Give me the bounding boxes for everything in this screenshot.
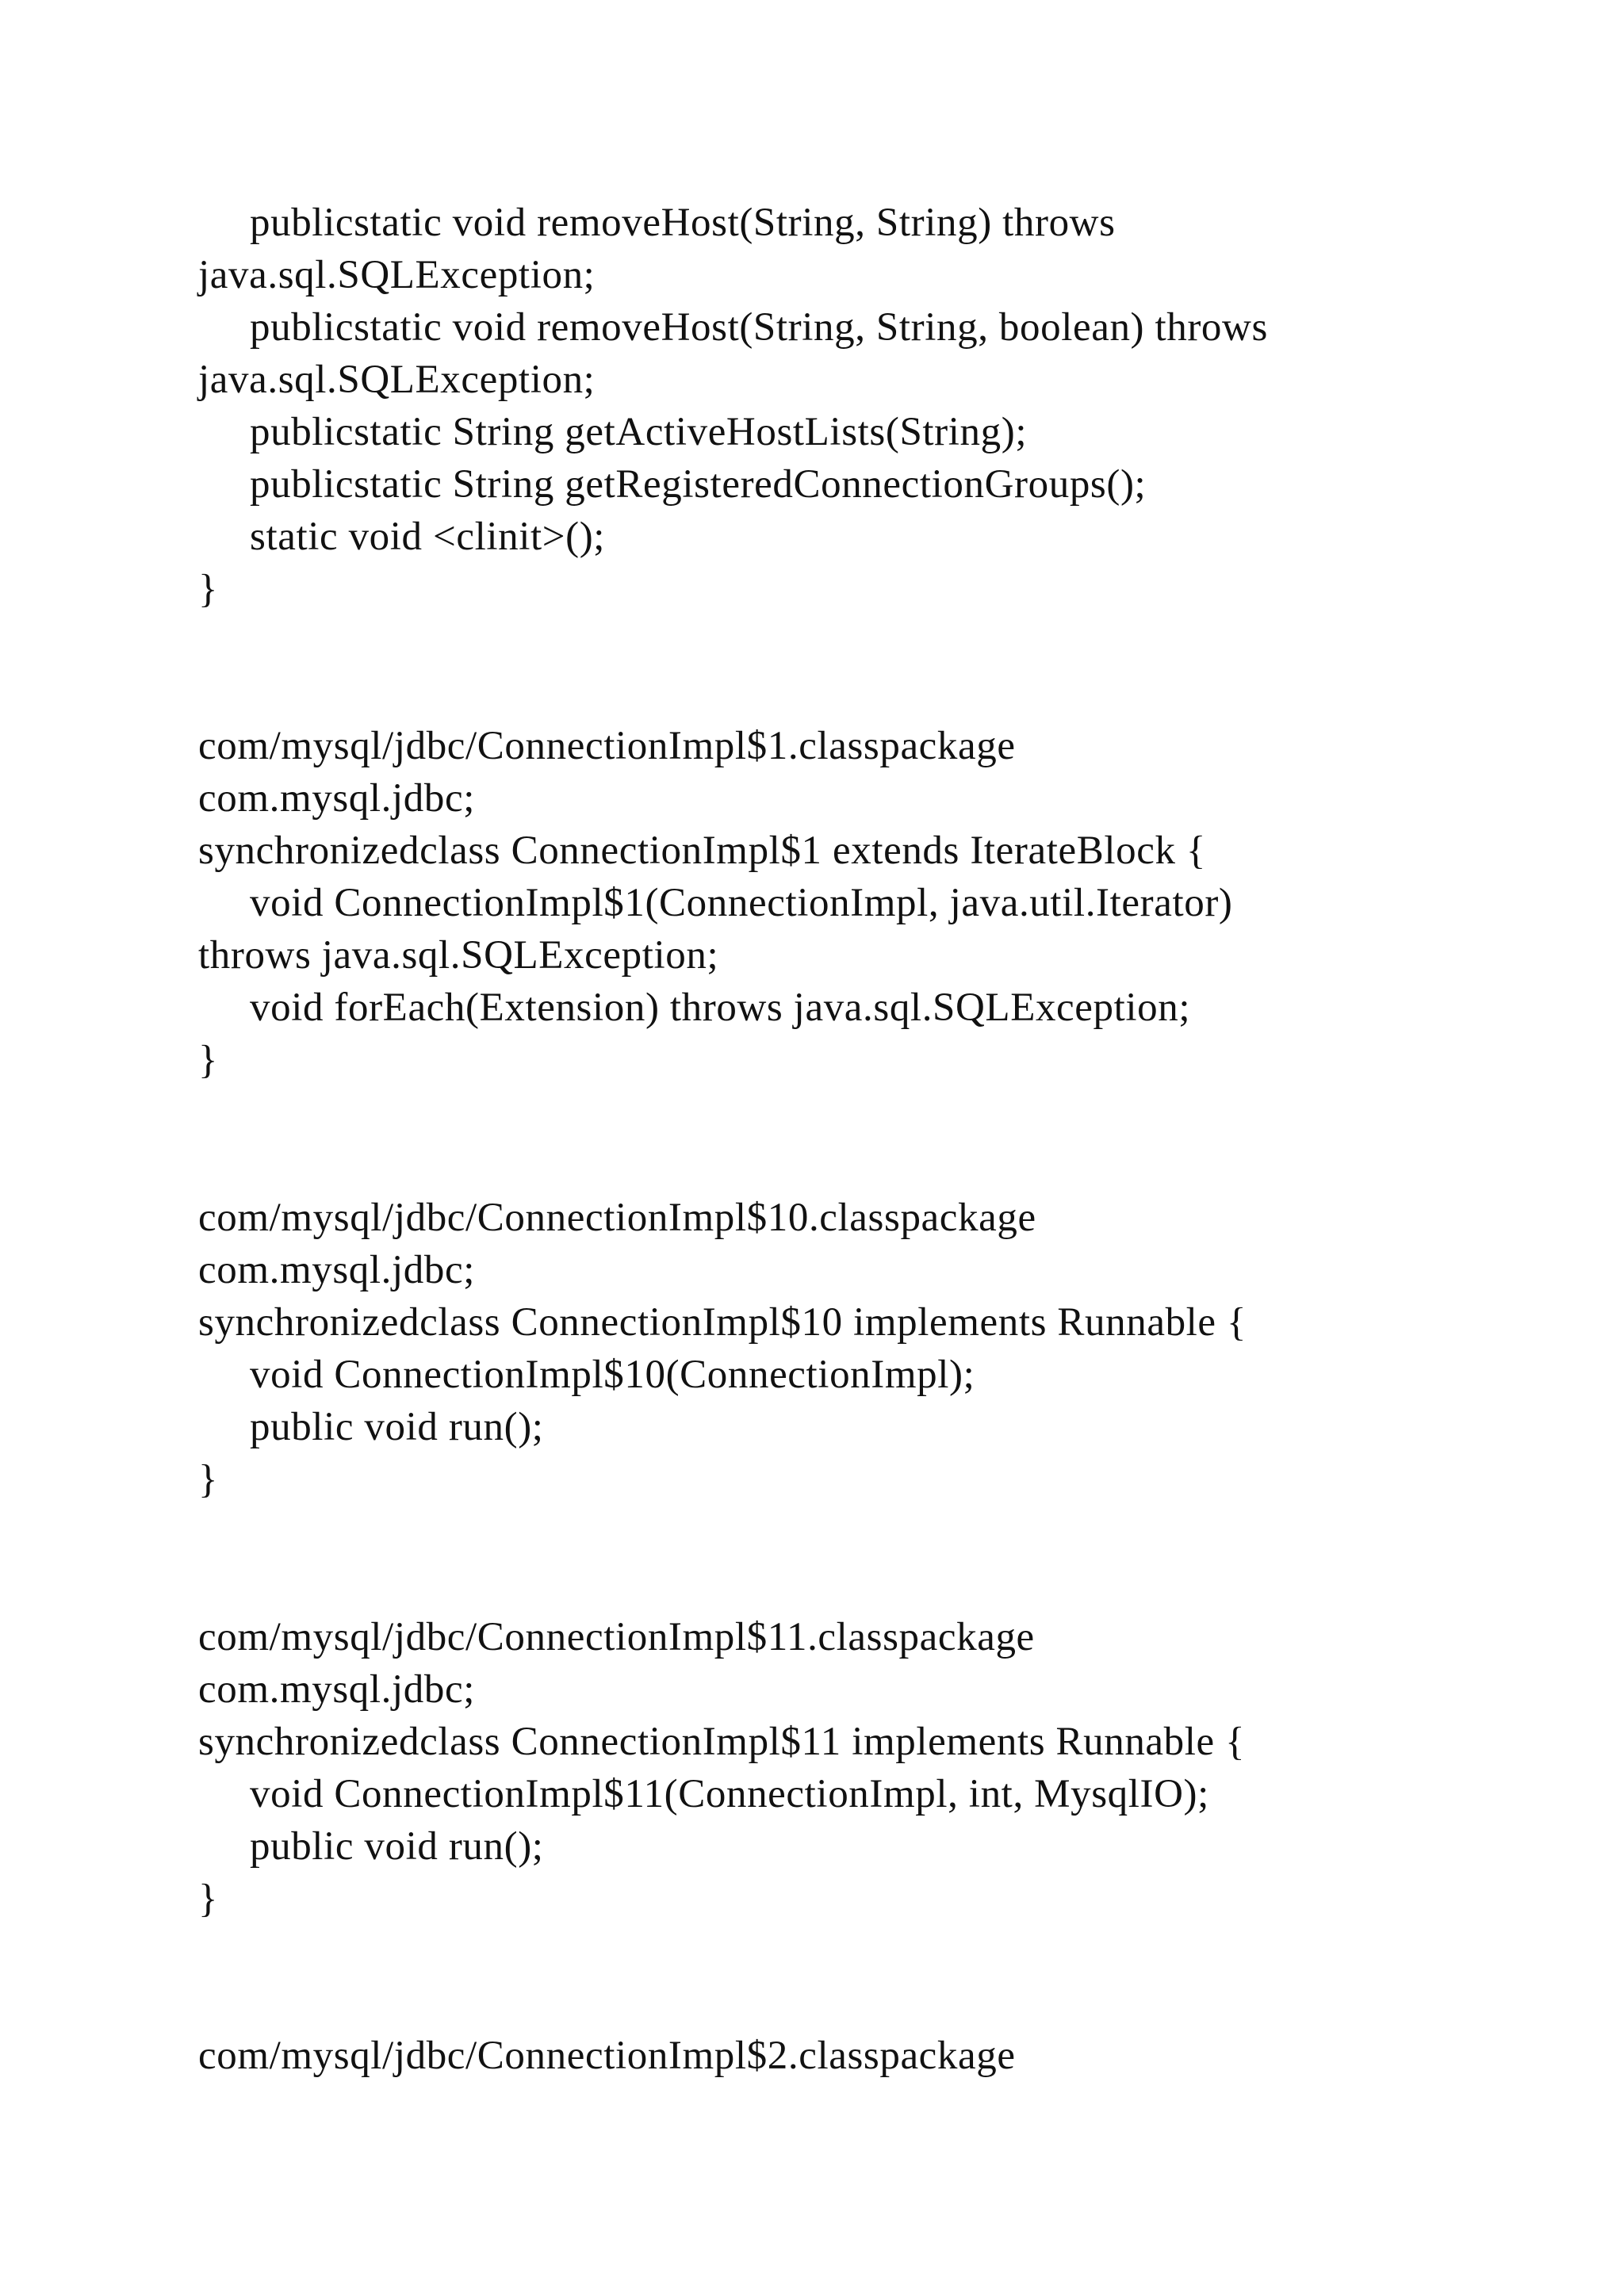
code-line: publicstatic void removeHost(String, String, boolean) throws xyxy=(250,305,1268,350)
code-line: java.sql.SQLException; xyxy=(198,358,596,402)
code-line: throws java.sql.SQLException; xyxy=(198,933,719,978)
class-declaration: synchronizedclass ConnectionImpl$10 implements Runnable { xyxy=(198,1300,1247,1345)
code-line: publicstatic void removeHost(String, String) throws xyxy=(250,201,1116,245)
code-line: void ConnectionImpl$11(ConnectionImpl, int, MysqlIO); xyxy=(250,1772,1209,1816)
code-line: publicstatic String getRegisteredConnectionGroups(); xyxy=(250,462,1147,507)
code-line: com.mysql.jdbc; xyxy=(198,1248,475,1292)
class-declaration: synchronizedclass ConnectionImpl$11 implements Runnable { xyxy=(198,1720,1246,1764)
code-line: public void run(); xyxy=(250,1405,544,1449)
code-line: void ConnectionImpl$10(ConnectionImpl); xyxy=(250,1353,975,1397)
class-file-heading: com/mysql/jdbc/ConnectionImpl$11.classpackage xyxy=(198,1615,1035,1659)
code-line: com.mysql.jdbc; xyxy=(198,1667,475,1712)
closing-brace: } xyxy=(198,567,219,611)
closing-brace: } xyxy=(198,1457,219,1502)
closing-brace: } xyxy=(198,1877,219,1921)
class-declaration: synchronizedclass ConnectionImpl$1 extends IterateBlock { xyxy=(198,828,1206,873)
code-line: java.sql.SQLException; xyxy=(198,253,596,297)
closing-brace: } xyxy=(198,1038,219,1082)
code-line: void ConnectionImpl$1(ConnectionImpl, java.util.Iterator) xyxy=(250,881,1233,925)
code-line: static void <clinit>(); xyxy=(250,515,606,559)
class-file-heading: com/mysql/jdbc/ConnectionImpl$2.classpackage xyxy=(198,2034,1016,2078)
code-line: public void run(); xyxy=(250,1824,544,1869)
code-line: publicstatic String getActiveHostLists(String); xyxy=(250,410,1028,454)
class-file-heading: com/mysql/jdbc/ConnectionImpl$10.classpackage xyxy=(198,1196,1036,1240)
code-line: com.mysql.jdbc; xyxy=(198,776,475,821)
code-line: void forEach(Extension) throws java.sql.SQLException; xyxy=(250,985,1191,1030)
class-file-heading: com/mysql/jdbc/ConnectionImpl$1.classpackage xyxy=(198,724,1016,768)
